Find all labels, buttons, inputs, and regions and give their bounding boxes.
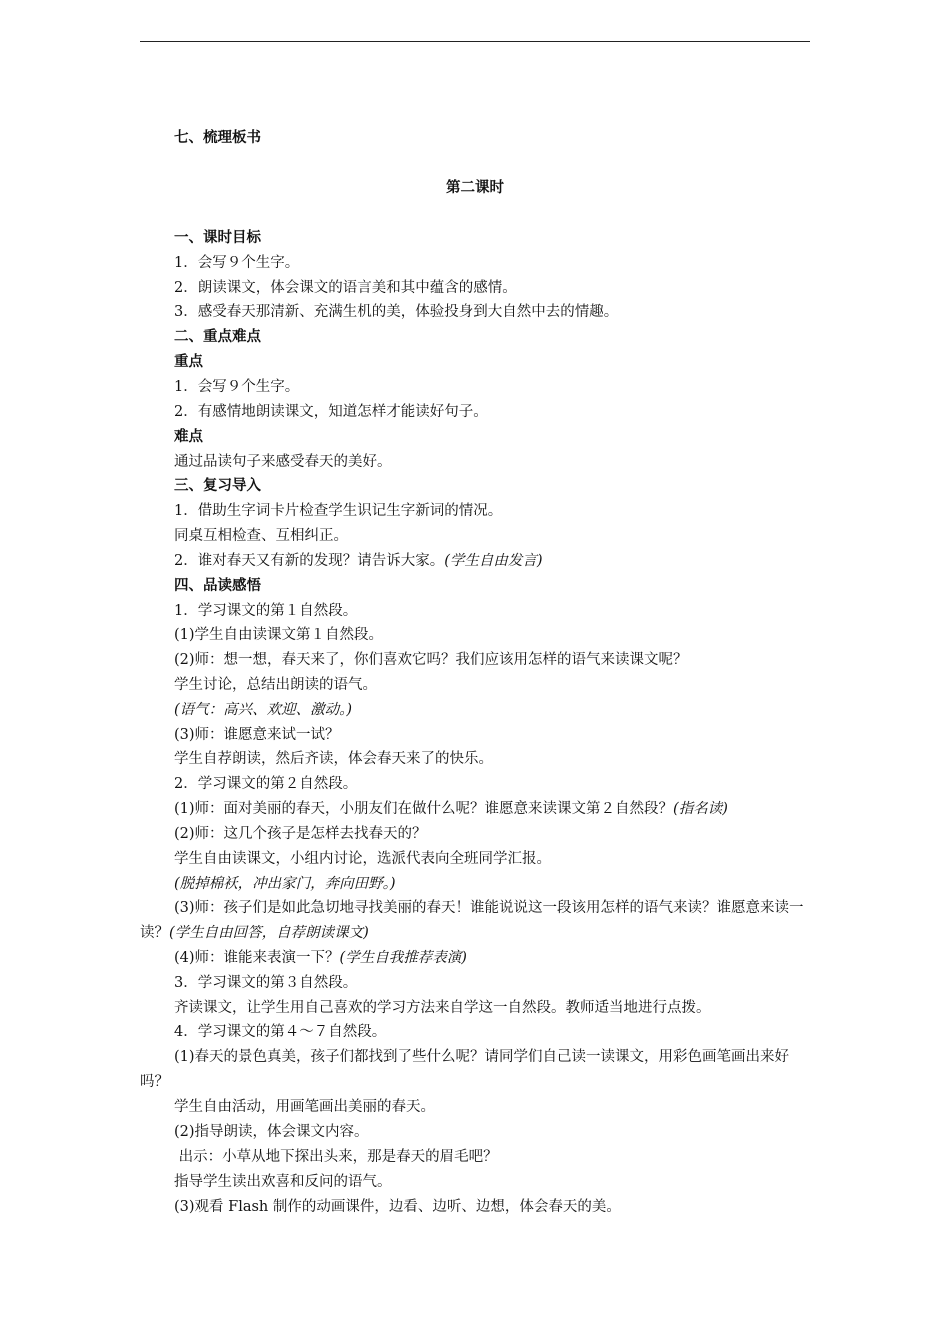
paragraph-title: 4．学习课文的第４～７自然段。: [174, 1024, 387, 1040]
paragraph-line: (2)师：想一想，春天来了，你们喜欢它吗？我们应该用怎样的语气来读课文呢？: [174, 652, 688, 668]
paragraph-line: 学生自由活动，用画笔画出美丽的春天。: [174, 1099, 435, 1115]
goals-heading: 一、课时目标: [174, 230, 261, 246]
paragraph-line: (2)指导朗读，体会课文内容。: [174, 1124, 369, 1140]
review2-main: 2．谁对春天又有新的发现？请告诉大家。: [174, 553, 445, 569]
paragraph-line: (1)春天的景色真美，孩子们都找到了些什么呢？请同学们自己读一读课文，用彩色画笔画出来好吗？: [140, 1049, 790, 1090]
p2-a-main: (1)师：面对美丽的春天，小朋友们在做什么呢？谁愿意来读课文第２自然段？: [174, 801, 674, 817]
paragraph-line: (3)观看 Flash 制作的动画课件，边看、边听、边想，体会春天的美。: [174, 1199, 621, 1215]
paragraph-line: [174, 799, 814, 819]
paragraph-line: (3)师：谁愿意来试一试？: [174, 727, 340, 743]
paragraph-title: 2．学习课文的第２自然段。: [174, 776, 358, 792]
p2-e-main: (3)师：孩子们是如此急切地寻找美丽的春天！谁能说说这一段该用怎样的语气来读？谁愿意来读一读？: [140, 900, 804, 941]
difficulty-label: 难点: [174, 429, 203, 445]
paragraph-note: (语气：高兴、欢迎、激动。): [174, 702, 353, 718]
paragraph-line: [140, 896, 812, 946]
header-rule: [140, 41, 810, 42]
p2-f-note: (学生自我推荐表演): [339, 950, 467, 966]
section-heading-7: 七、梳理板书: [174, 130, 261, 146]
paragraph-note: (脱掉棉袄，冲出家门，奔向田野。): [174, 876, 396, 892]
review-item: 同桌互相检查、互相纠正。: [174, 528, 348, 544]
paragraph-line: 学生自由读课文，小组内讨论，选派代表向全班同学汇报。: [174, 851, 551, 867]
paragraph-line: 指导学生读出欢喜和反问的语气。: [174, 1174, 392, 1190]
lesson-title: 第二课时: [446, 180, 504, 196]
review-item: [174, 551, 814, 571]
key-label: 重点: [174, 354, 203, 370]
paragraph-title: 3．学习课文的第３自然段。: [174, 975, 358, 991]
paragraph-line: 学生自荐朗读，然后齐读，体会春天来了的快乐。: [174, 751, 493, 767]
paragraph-line: (2)师：这几个孩子是怎样去找春天的？: [174, 826, 427, 842]
goal-item: 1．会写９个生字。: [174, 255, 300, 271]
difficulty-text: 通过品读句子来感受春天的美好。: [174, 454, 392, 470]
goal-item: 2．朗读课文，体会课文的语言美和其中蕴含的感情。: [174, 280, 517, 296]
p2-e-note: (学生自由回答，自荐朗读课文): [169, 924, 369, 941]
p2-a-note: (指名读): [673, 801, 728, 817]
reading-heading: 四、品读感悟: [174, 578, 261, 594]
key-point: 1．会写９个生字。: [174, 379, 300, 395]
review-item: 1．借助生字词卡片检查学生识记生字新词的情况。: [174, 503, 503, 519]
paragraph-line: 齐读课文，让学生用自己喜欢的学习方法来自学这一自然段。教师适当地进行点拨。: [174, 1000, 711, 1016]
paragraph-line: 出示：小草从地下探出头来，那是春天的眉毛吧？: [174, 1149, 498, 1165]
key-heading: 二、重点难点: [174, 329, 261, 345]
review2-note: (学生自由发言): [444, 553, 543, 569]
goal-item: 3．感受春天那清新、充满生机的美，体验投身到大自然中去的情趣。: [174, 304, 619, 320]
paragraph-line: [174, 948, 814, 968]
review-heading: 三、复习导入: [174, 478, 261, 494]
paragraph-line: (1)学生自由读课文第１自然段。: [174, 627, 384, 643]
paragraph-line: 学生讨论，总结出朗读的语气。: [174, 677, 377, 693]
key-point: 2．有感情地朗读课文，知道怎样才能读好句子。: [174, 404, 488, 420]
paragraph-title: 1．学习课文的第１自然段。: [174, 603, 358, 619]
p2-f-main: (4)师：谁能来表演一下？: [174, 950, 340, 966]
